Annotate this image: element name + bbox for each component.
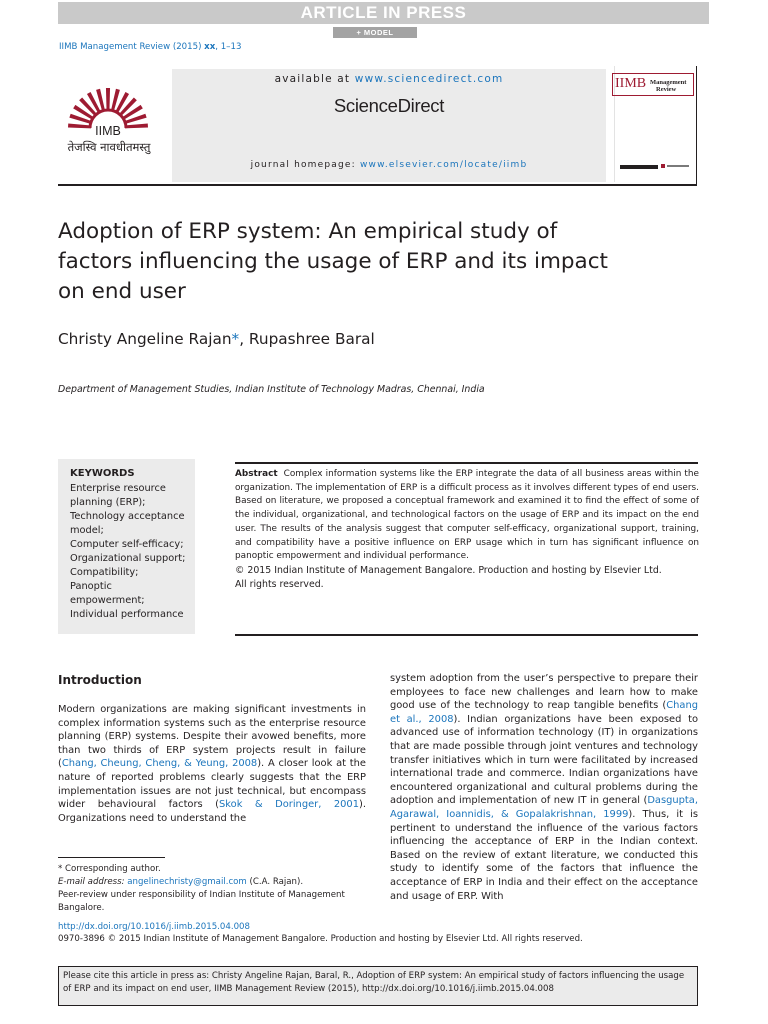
keyword-item: Individual performance: [70, 609, 184, 620]
email-label: E-mail address:: [58, 877, 125, 887]
article-title: Adoption of ERP system: An empirical study of factors influencing the usage of ERP and its impact on end user: [58, 219, 608, 304]
doi-link[interactable]: http://dx.doi.org/10.1016/j.iimb.2015.04.008: [58, 922, 250, 932]
abstract-copyright: [235, 564, 699, 591]
email-note: [58, 876, 368, 889]
logo-text: IIMB: [95, 124, 121, 138]
abstract: [235, 468, 699, 591]
abstract-body: [235, 468, 699, 564]
journal-ref-volume: xx: [204, 42, 216, 52]
citation-link[interactable]: Skok & Doringer, 2001: [219, 799, 359, 811]
keyword-item: empowerment;: [70, 595, 145, 606]
intro-right-text-1: system adoption from the user’s perspective to prepare their employees to face new challenges and learn how to make good use of the technology to reap tangible benefits (: [390, 673, 698, 712]
author-2: , Rupashree Baral: [239, 330, 375, 348]
cover-iimb: IIMB: [615, 76, 647, 91]
keyword-item: planning (ERP);: [70, 497, 146, 508]
keyword-item: Enterprise resource: [70, 483, 166, 494]
keywords-panel: [58, 459, 195, 634]
available-at: [172, 73, 606, 85]
footnote-rule: [58, 857, 165, 858]
citation-link[interactable]: Chang et al., 2008: [390, 700, 698, 725]
iimb-logo-icon: [58, 82, 158, 168]
keyword-item: Organizational support;: [70, 553, 186, 564]
keyword-item: Computer self-efficacy;: [70, 539, 184, 550]
introduction-heading: Introduction: [58, 673, 142, 687]
intro-right-text-3: ). Thus, it is pertinent to understand the influence of the various factors influencing the acceptance of ERP in the Indian context. Based on the review of extant literature, we conducted this study to identify some of the factors that influence the acceptance of ERP in India and their effect on the acceptance and usage of ERP. With: [390, 808, 699, 902]
intro-left-text-3: ). Organizations need to understand the: [58, 799, 366, 824]
author-list: [58, 330, 375, 348]
journal-ref-prefix: IIMB Management Review (2015): [59, 42, 205, 52]
introduction-right-column: [390, 672, 698, 903]
keywords-list: [70, 482, 195, 622]
keyword-item: model;: [70, 525, 104, 536]
abstract-text: Complex information systems like the ERP integrate the data of all business areas within the organization. The implementation of ERP is a difficult process as it involves different types of end users. Based on literature, we proposed a conceptual framework and examined it to find the effect of some of the individual, organizational, and technological factors on the usage of ERP and its impact on the end user. The results of the analysis suggest that computer self-efficacy, organizational support, training, and compatibility have a positive influence on ERP usage which in turn has significant influence on panoptic empowerment and individual performance.: [235, 469, 699, 562]
article-in-press-banner: ARTICLE IN PRESS: [58, 2, 709, 24]
citation-link[interactable]: Dasgupta, Agarawal, Ioannidis, & Gopalakrishnan, 1999: [390, 795, 698, 820]
intro-left-text-2: ). A closer look at the nature of reported problems clearly suggests that the ERP implementation issues are not just technical, but encompass wider behavioural factors (: [58, 758, 366, 811]
email-suffix: (C.A. Rajan).: [246, 877, 304, 887]
header-bottom-rule: [58, 184, 697, 186]
logo-petal: [125, 123, 148, 128]
intro-right-text-2: ). Indian organizations have been exposed to advanced use of information technology (IT) in organizations that are made possible through joint ventures and technology transfer initiatives which in turn were facilitated by increased international trade and commerce. Indian organizations have encountered organizational and cultural problems during the adoption and implementation of new IT in general (: [390, 713, 698, 807]
cite-notice: Please cite this article in press as: Christy Angeline Rajan, Baral, R., Adoption of ERP system: An empirical study of factors influencing the usage of ERP and its impact on end user, IIMB Management Review (2015), http://dx.doi.org/10.1016/j.iimb.2015.04.008: [58, 966, 698, 1006]
copyright-line-2: All rights reserved.: [235, 578, 324, 590]
homepage-prefix: journal homepage:: [250, 160, 360, 170]
logo-motto: तेजस्वि नावधीतमस्तु: [67, 140, 151, 154]
corresponding-author-marker[interactable]: *: [231, 330, 240, 348]
intro-left-text-1: Modern organizations are making significant investments in complex information systems such as the enterprise resource planning (ERP) systems. Despite their avowed benefits, more than two thirds of ERP system projects result in failure (: [58, 704, 366, 770]
keyword-item: Technology acceptance: [70, 511, 185, 522]
peer-review-note: Peer-review under responsibility of Indian Institute of Management Bangalore.: [58, 890, 345, 913]
email-link[interactable]: angelinechristy@gmail.com: [127, 877, 247, 887]
model-tag: + MODEL: [333, 27, 417, 38]
journal-homepage: [172, 160, 606, 170]
cover-small-logos-icon: [661, 163, 691, 169]
cover-mgmt-line2: Review: [656, 86, 677, 93]
publisher-name: ScienceDirect: [333, 95, 445, 116]
citation-link[interactable]: Chang, Cheung, Cheng, & Yeung, 2008: [61, 758, 258, 770]
abstract-bottom-rule: [235, 634, 698, 636]
sciencedirect-link[interactable]: www.sciencedirect.com: [354, 73, 504, 85]
cover-bar: [620, 165, 658, 169]
abstract-label: Abstract: [235, 469, 278, 479]
copyright-line-1: © 2015 Indian Institute of Management Bangalore. Production and hosting by Elsevier Ltd.: [235, 564, 662, 576]
author-1: Christy Angeline Rajan: [58, 330, 232, 348]
footnotes: [58, 863, 368, 915]
issn-copyright: 0970-3896 © 2015 Indian Institute of Management Bangalore. Production and hosting by Elsevier Ltd. All rights reserved.: [58, 934, 583, 944]
logo-petal: [68, 123, 91, 128]
journal-homepage-link[interactable]: www.elsevier.com/locate/iimb: [359, 160, 528, 170]
cover-management-review: [650, 79, 686, 93]
keywords-heading: KEYWORDS: [70, 468, 135, 479]
logo-petal: [106, 88, 110, 111]
keyword-item: Compatibility;: [70, 567, 139, 578]
available-prefix: available at: [274, 73, 355, 85]
corresponding-author-note: * Corresponding author.: [58, 864, 161, 874]
journal-ref-pages: , 1–13: [215, 42, 242, 52]
keyword-item: Panoptic: [70, 581, 112, 592]
abstract-top-rule: [235, 462, 698, 464]
cover-mgmt-line1: Management: [650, 79, 687, 86]
header-right-rule: [696, 66, 697, 184]
affiliation: Department of Management Studies, Indian Institute of Technology Madras, Chennai, India: [58, 384, 485, 395]
introduction-left-column: [58, 703, 366, 825]
journal-reference[interactable]: [59, 42, 241, 52]
